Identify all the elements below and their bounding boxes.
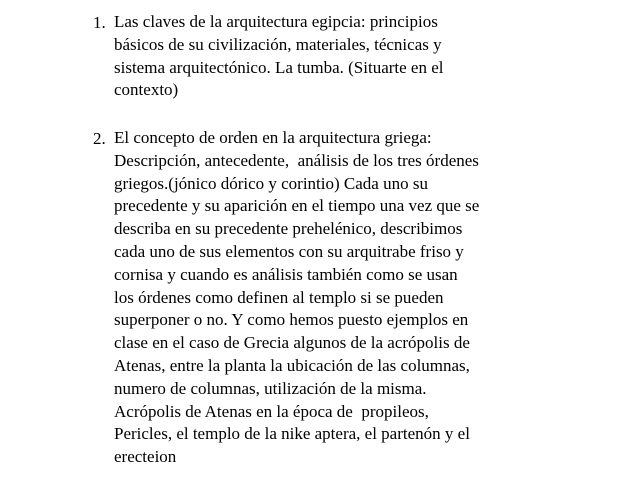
text-line: Descripción, antecedente, análisis de los tres órdenes (114, 150, 479, 170)
text-line: sistema arquitectónico. La tumba. (Situarte en el (114, 57, 444, 77)
text-line: los órdenes como definen al templo si se pueden (114, 287, 444, 307)
list-item-text (114, 127, 479, 469)
text-line: Pericles, el templo de la nike aptera, el partenón y el (114, 424, 470, 444)
text-line: Acrópolis de Atenas en la época de propileos, (114, 401, 429, 421)
text-line: Las claves de la arquitectura egipcia: principios (114, 12, 438, 31)
list-number: 2. (93, 129, 106, 148)
text-line: numero de columnas, utilización de la misma. (114, 378, 427, 398)
text-line: Atenas, entre la planta la ubicación de las columnas, (114, 355, 470, 375)
text-line: precedente y su aparición en el tiempo una vez que se (114, 196, 480, 216)
text-line: contexto) (114, 80, 179, 100)
text-line: describa en su precedente prehelénico, describimos (114, 219, 463, 239)
text-line: El concepto de orden en la arquitectura griega: (114, 128, 432, 147)
text-line: cada uno de sus elementos con su arquitrabe friso y (114, 241, 464, 261)
text-line: cornisa y cuando es análisis también como se usan (114, 264, 458, 284)
text-line: superponer o no. Y como hemos puesto ejemplos en (114, 310, 469, 330)
text-line: básicos de su civilización, materiales, técnicas y (114, 34, 442, 54)
text-line: clase en el caso de Grecia algunos de la acrópolis de (114, 333, 470, 353)
list-item-text (114, 11, 444, 102)
text-line: erecteion (114, 447, 177, 467)
list-number: 1. (93, 13, 106, 32)
text-line: griegos.(jónico dórico y corintio) Cada uno su (114, 173, 428, 193)
